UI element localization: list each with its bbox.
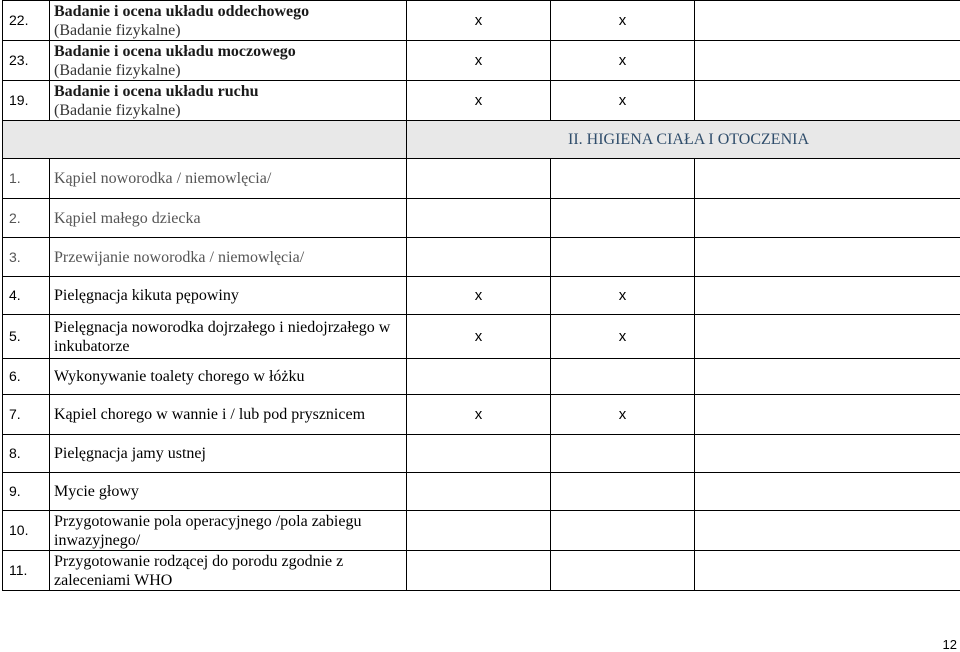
- row-number: 23.: [3, 41, 50, 81]
- procedures-table: [2, 0, 960, 591]
- table-row: [3, 551, 960, 591]
- empty-cell: [695, 81, 960, 121]
- procedure-subtitle: (Badanie fizykalne): [54, 101, 181, 119]
- procedure-name: Kąpiel małego dziecka: [50, 199, 407, 238]
- section-header-blank: [3, 121, 407, 159]
- empty-cell: [695, 511, 960, 551]
- procedure-name: Pielęgnacja jamy ustnej: [50, 435, 407, 473]
- empty-cell: [695, 41, 960, 81]
- procedure-name: [50, 81, 407, 121]
- procedure-name: Kąpiel noworodka / niemowlęcia/: [50, 159, 407, 199]
- procedure-name: Mycie głowy: [50, 473, 407, 511]
- row-number: 8.: [3, 435, 50, 473]
- mark-col-2: x: [551, 41, 695, 81]
- empty-cell: [695, 551, 960, 591]
- procedure-name: Wykonywanie toalety chorego w łóżku: [50, 359, 407, 395]
- row-number: 19.: [3, 81, 50, 121]
- empty-cell: [695, 315, 960, 359]
- procedure-name: Pielęgnacja noworodka dojrzałego i niedojrzałego w inkubatorze: [50, 315, 407, 359]
- row-number: 10.: [3, 511, 50, 551]
- empty-cell: [695, 359, 960, 395]
- mark-col-2: [551, 473, 695, 511]
- row-number: 1.: [3, 159, 50, 199]
- procedure-title: Badanie i ocena układu moczowego: [54, 42, 296, 60]
- mark-col-1: [407, 359, 551, 395]
- mark-col-2: x: [551, 277, 695, 315]
- mark-col-1: [407, 199, 551, 238]
- empty-cell: [695, 199, 960, 238]
- mark-col-2: [551, 511, 695, 551]
- empty-cell: [695, 435, 960, 473]
- procedure-name: Przygotowanie pola operacyjnego /pola zabiegu inwazyjnego/: [50, 511, 407, 551]
- mark-col-2: [551, 551, 695, 591]
- procedure-name: Kąpiel chorego w wannie i / lub pod prysznicem: [50, 395, 407, 435]
- mark-col-2: [551, 359, 695, 395]
- mark-col-1: [407, 473, 551, 511]
- table-row: [3, 81, 960, 121]
- table-row: [3, 199, 960, 238]
- row-number: 11.: [3, 551, 50, 591]
- procedure-name: Przewijanie noworodka / niemowlęcia/: [50, 238, 407, 277]
- mark-col-1: x: [407, 41, 551, 81]
- table-row: [3, 277, 960, 315]
- table-row: [3, 1, 960, 41]
- procedure-subtitle: (Badanie fizykalne): [54, 61, 181, 79]
- row-number: 3.: [3, 238, 50, 277]
- mark-col-1: [407, 238, 551, 277]
- table-row: [3, 315, 960, 359]
- mark-col-1: x: [407, 315, 551, 359]
- mark-col-2: x: [551, 1, 695, 41]
- empty-cell: [695, 159, 960, 199]
- mark-col-2: [551, 159, 695, 199]
- row-number: 4.: [3, 277, 50, 315]
- table-row: [3, 159, 960, 199]
- procedure-subtitle: (Badanie fizykalne): [54, 21, 181, 39]
- empty-cell: [695, 1, 960, 41]
- procedure-title: Badanie i ocena układu oddechowego: [54, 2, 310, 20]
- row-number: 7.: [3, 395, 50, 435]
- mark-col-2: x: [551, 315, 695, 359]
- empty-cell: [695, 473, 960, 511]
- section-title: II. HIGIENA CIAŁA I OTOCZENIA: [407, 121, 960, 159]
- table-row: [3, 395, 960, 435]
- procedure-name: [50, 41, 407, 81]
- row-number: 9.: [3, 473, 50, 511]
- mark-col-2: [551, 238, 695, 277]
- mark-col-1: x: [407, 81, 551, 121]
- mark-col-2: x: [551, 395, 695, 435]
- row-number: 2.: [3, 199, 50, 238]
- procedure-name: [50, 1, 407, 41]
- row-number: 22.: [3, 1, 50, 41]
- empty-cell: [695, 238, 960, 277]
- empty-cell: [695, 395, 960, 435]
- procedure-title: Badanie i ocena układu ruchu: [54, 82, 259, 100]
- mark-col-2: x: [551, 81, 695, 121]
- table-row: [3, 41, 960, 81]
- table-row: [3, 473, 960, 511]
- mark-col-1: [407, 551, 551, 591]
- table-row: [3, 359, 960, 395]
- mark-col-1: x: [407, 277, 551, 315]
- mark-col-1: [407, 511, 551, 551]
- row-number: 5.: [3, 315, 50, 359]
- mark-col-1: [407, 435, 551, 473]
- empty-cell: [695, 277, 960, 315]
- mark-col-2: [551, 435, 695, 473]
- table-row: [3, 435, 960, 473]
- mark-col-1: x: [407, 1, 551, 41]
- mark-col-2: [551, 199, 695, 238]
- table-row: [3, 511, 960, 551]
- table-row: [3, 238, 960, 277]
- section-header-row: [3, 121, 960, 159]
- procedure-name: Pielęgnacja kikuta pępowiny: [50, 277, 407, 315]
- row-number: 6.: [3, 359, 50, 395]
- procedure-name: Przygotowanie rodzącej do porodu zgodnie z zaleceniami WHO: [50, 551, 407, 591]
- mark-col-1: x: [407, 395, 551, 435]
- mark-col-1: [407, 159, 551, 199]
- page-number: 12: [942, 637, 957, 652]
